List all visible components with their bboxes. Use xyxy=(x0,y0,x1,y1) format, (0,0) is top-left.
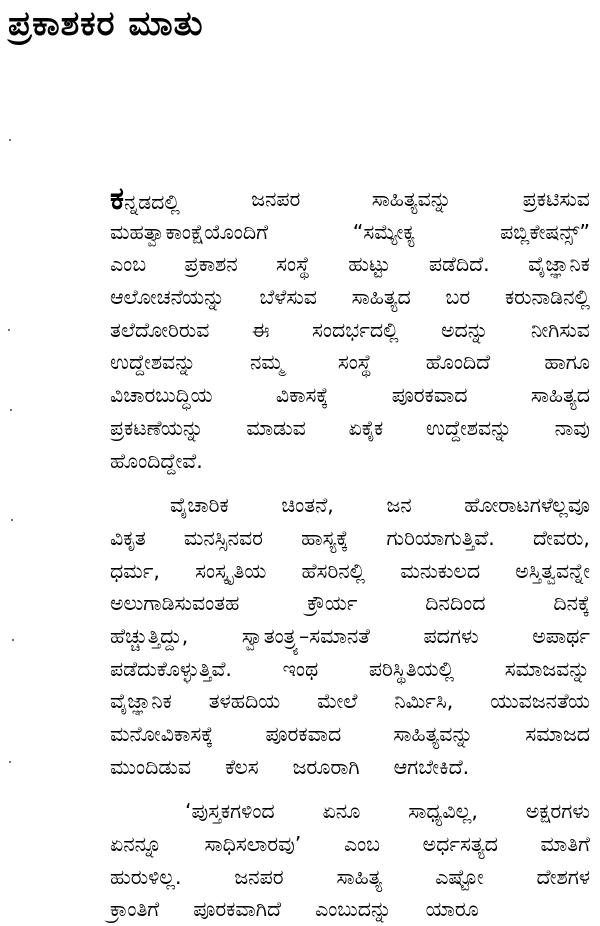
word-space xyxy=(360,751,394,784)
word: ಮನೋವಿಕಾಸಕ್ಕೆ xyxy=(110,722,214,746)
word: ಪೂರಕವಾದ xyxy=(265,722,342,746)
text-line xyxy=(110,718,590,751)
word: ಬರ xyxy=(445,285,471,310)
word: ಜರೂರಾಗಿ xyxy=(292,754,360,779)
text-line xyxy=(110,412,590,445)
word-space xyxy=(159,893,193,926)
word: ಪಬ್ಲಿಕೇಷನ್ಸ್” xyxy=(500,219,590,244)
word: ಸಾಹಿತ್ಯವನ್ನು xyxy=(393,722,474,746)
text-line xyxy=(110,314,590,347)
word: ಹೋರಾಟಗಳೆಲ್ಲವೂ xyxy=(464,493,590,518)
word: ಸಾಹಿತ್ಯದ xyxy=(351,285,411,310)
word: ಸಾಹಿತ್ಯದ xyxy=(530,383,590,408)
drop-cap: ಕ xyxy=(110,181,124,217)
word: ನಮ್ಮ xyxy=(250,350,284,375)
word: ಉದ್ದೇಶವನ್ನು xyxy=(110,350,196,375)
text-line xyxy=(110,685,590,718)
text-line xyxy=(110,861,590,894)
word: ಮಹತ್ವಾಕಾಂಕ್ಷೆಯೊಂದಿಗೆ xyxy=(110,219,269,244)
scan-speck xyxy=(9,761,11,763)
word: ಸಾಹಿತ್ಯ xyxy=(336,864,383,889)
text-line xyxy=(110,555,590,588)
word-space xyxy=(392,893,426,926)
text-line xyxy=(110,216,590,249)
word: ಹಾಸ್ಯಕ್ಕೆ xyxy=(301,525,349,550)
scan-speck xyxy=(12,639,14,641)
word: ಸಾಹಿತ್ಯವನ್ನು xyxy=(371,187,452,211)
word: ಮಾಡುವ xyxy=(246,415,306,440)
word: ದೇಶಗಳ xyxy=(536,864,590,889)
text-line xyxy=(110,893,590,926)
word: ವಿಚಾರಬುದ್ಧಿಯ xyxy=(110,383,213,408)
word: ಕ್ರಾಂತಿಗೆ xyxy=(110,897,160,922)
text-line xyxy=(110,489,590,522)
word: ಪ್ರಕಾಶನ xyxy=(184,252,238,277)
word: ಸ್ವಾತಂತ್ರ್ಯ–ಸಮಾನತೆ xyxy=(241,623,370,648)
word: ಅದನ್ನು xyxy=(441,317,489,342)
word: ಪೂರಕವಾದ xyxy=(391,383,468,408)
word: ಅಕ್ಷರಗಳು xyxy=(525,799,590,824)
word: ಸಂಸ್ಕೃತಿಯ xyxy=(195,558,267,583)
word: ಜನಪರ xyxy=(234,864,284,889)
word: ವಿಕಾಸಕ್ಕೆ xyxy=(275,383,329,408)
text-line xyxy=(110,522,590,555)
word: ನಾವು xyxy=(554,415,590,440)
word: ಉದ್ದೇಶವನ್ನು xyxy=(425,415,512,440)
word: ‘ಪುಸ್ತಕಗಳಿಂದ xyxy=(185,799,275,824)
word: ನಿರ್ಮಿಸಿ, xyxy=(394,689,454,714)
word: ಪ್ರಕಟಣೆಯನ್ನು xyxy=(110,415,204,440)
word: ಜನ xyxy=(386,493,412,518)
paragraph xyxy=(110,183,590,477)
word: ಮಾತಿಗೆ xyxy=(540,832,590,857)
word: ಹೊಂದಿದ್ದೇವೆ. xyxy=(110,448,203,473)
text-line xyxy=(110,445,590,478)
word: ಚಿಂತನೆ, xyxy=(281,493,334,518)
word: ಸಂಸ್ಥೆ xyxy=(276,252,310,277)
text-line xyxy=(110,653,590,686)
text-line xyxy=(110,183,590,216)
word: ಇಂಥ xyxy=(282,656,319,681)
word: ಪಡೆದಿದೆ. xyxy=(428,252,490,277)
word: ಸಾಧ್ಯವಿಲ್ಲ, xyxy=(408,799,478,824)
word: ಮೇಲೆ xyxy=(317,689,358,714)
scan-speck xyxy=(11,519,13,521)
word: ಕ್ರೌರ್ಯ xyxy=(307,591,358,616)
word: ವೈಜ್ಞಾನಿಕ xyxy=(110,689,172,714)
word: ಧರ್ಮ, xyxy=(110,558,160,583)
paragraph xyxy=(110,795,590,926)
word: ತಳಹದಿಯ xyxy=(208,689,281,714)
word: ದೇವರು, xyxy=(532,525,590,550)
word: ಅಪಾರ್ಥ xyxy=(532,623,590,648)
text-line xyxy=(110,751,590,784)
word: ಪದಗಳು xyxy=(423,623,479,648)
word: ಕೆಲಸ xyxy=(225,754,259,779)
text-line xyxy=(110,379,590,412)
word: ಎಂಬುದನ್ನು xyxy=(315,897,392,922)
word: ಆಲೋಚನೆಯನ್ನು xyxy=(110,285,225,310)
paragraph-gap xyxy=(110,477,590,489)
word: ಏನನ್ನೂ xyxy=(110,832,162,857)
page-title: ಪ್ರಕಾಶಕರ ಮಾತು xyxy=(8,4,204,44)
text-line xyxy=(110,587,590,620)
word: ಆಗಬೇಕಿದೆ. xyxy=(393,754,470,779)
word: ಹೊಂದಿದೆ xyxy=(425,350,491,375)
word: ಹೆಚ್ಚುತ್ತಿದ್ದು, xyxy=(110,623,189,648)
text-line xyxy=(110,248,590,281)
text-line xyxy=(110,620,590,653)
text-line xyxy=(110,828,590,861)
word: ಸಂದರ್ಭದಲ್ಲಿ xyxy=(312,317,399,342)
word: ಸಮಾಜವನ್ನು xyxy=(504,656,590,681)
word: ವೈಜ್ಞಾನಿಕ xyxy=(528,252,590,277)
word: ಸಮಾಜದ xyxy=(525,722,590,746)
word: ಮುಂದಿಡುವ xyxy=(110,754,192,779)
word: ಯಾರೂ xyxy=(425,897,479,922)
word: ಅಸ್ತಿತ್ವವನ್ನೇ xyxy=(515,558,590,583)
word: ಏನೂ xyxy=(322,799,361,824)
word: ಸಂಸ್ಥೆ xyxy=(337,350,372,375)
word: ಎಷ್ಟೋ xyxy=(435,864,484,889)
word: ಜನಪರ xyxy=(251,187,301,211)
word: ಅಲುಗಾಡಿಸುವಂತಹ xyxy=(110,591,240,616)
word: ನೀಗಿಸುವ xyxy=(530,317,590,342)
word: ನ್ನಡದಲ್ಲಿ xyxy=(123,190,180,214)
word: ಹುಟ್ಟು xyxy=(348,252,391,277)
word-space xyxy=(259,751,293,784)
word: ದಿನಕ್ಕೆ xyxy=(553,591,590,616)
word: ಪೂರಕವಾಗಿದೆ xyxy=(193,897,282,922)
word: ಗುರಿಯಾಗುತ್ತಿವೆ. xyxy=(386,525,495,550)
word: ಪರಿಸ್ಥಿತಿಯಲ್ಲಿ xyxy=(368,656,455,681)
word: ಈ xyxy=(251,317,270,342)
word: ವೈಚಾರಿಕ xyxy=(170,493,229,518)
text-line xyxy=(110,795,590,828)
first-word xyxy=(110,183,180,216)
word: ಸಾಧಿಸಲಾರವು’ xyxy=(204,832,302,857)
body-text xyxy=(110,183,590,926)
paragraph xyxy=(110,489,590,783)
word-space xyxy=(191,751,225,784)
word: ಬೆಳೆಸುವ xyxy=(259,285,317,310)
word: ಹೆಸರಿನಲ್ಲಿ xyxy=(301,558,366,583)
word: ಎಂಬ xyxy=(343,832,381,857)
text-line xyxy=(110,281,590,314)
text-line xyxy=(110,346,590,379)
word: ತಲೆದೋರಿರುವ xyxy=(110,317,210,342)
word: ಮನಸ್ಸಿನವರ xyxy=(183,525,264,550)
word: ಯುವಜನತೆಯ xyxy=(490,689,590,714)
word: ದಿನದಿಂದ xyxy=(425,591,486,616)
word: ಮನುಕುಲದ xyxy=(400,558,481,583)
word: ಹಾಗೂ xyxy=(544,350,590,375)
word: “ಸಮ್ಯೇಕ್ಯ xyxy=(352,219,416,244)
word-space xyxy=(281,893,315,926)
scan-speck xyxy=(8,329,10,331)
word: ಹುರುಳಿಲ್ಲ. xyxy=(110,864,182,889)
scan-speck xyxy=(10,409,12,411)
word: ವಿಕೃತ xyxy=(110,525,146,550)
word: ಕರುನಾಡಿನಲ್ಲಿ xyxy=(504,285,590,310)
paragraph-gap xyxy=(110,783,590,795)
word: ಪಡೆದುಕೊಳ್ಳುತ್ತಿವೆ. xyxy=(110,656,232,681)
scan-speck xyxy=(9,139,11,141)
word: ಅರ್ಧಸತ್ಯದ xyxy=(422,832,498,857)
word: ಪ್ರಕಟಿಸುವ xyxy=(522,187,590,211)
word: ಎಂಬ xyxy=(110,252,147,277)
word: ಏಕೈಕ xyxy=(348,415,384,440)
